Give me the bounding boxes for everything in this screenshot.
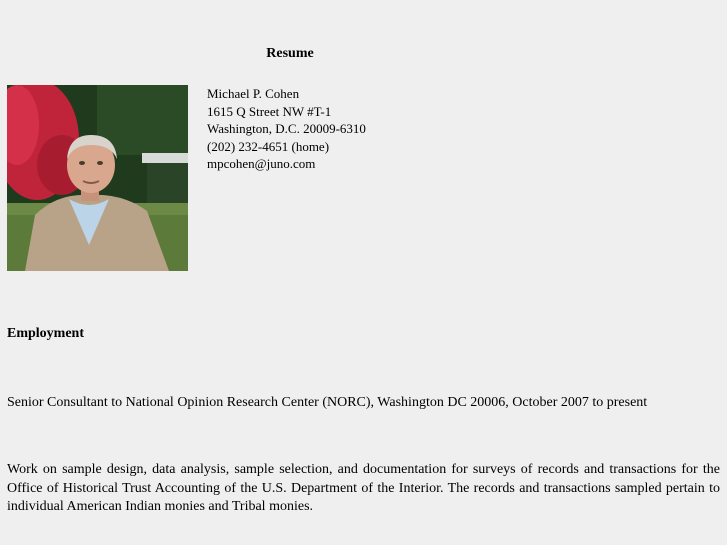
job-title: Senior Consultant to National Opinion Research Center (NORC), Washington DC 20006, October 2007 to present: [7, 395, 648, 410]
contact-block: [207, 85, 366, 173]
portrait-photo-icon: [7, 85, 188, 271]
job-description: Work on sample design, data analysis, sample selection, and documentation for surveys of records and transactions for the Office of Historical Trust Accounting of the U.S. Department of the Interior. The records and transactions sampled pertain to individual American Indian monies and Tribal monies.: [7, 462, 720, 515]
contact-city: Washington, D.C. 20009-6310: [207, 121, 366, 137]
employment-heading: Employment: [7, 326, 84, 341]
contact-phone: (202) 232-4651 (home): [207, 138, 330, 154]
contact-street: 1615 Q Street NW #T-1: [207, 103, 332, 119]
contact-email: mpcohen@juno.com: [207, 156, 316, 172]
contact-name: Michael P. Cohen: [207, 86, 300, 101]
page-title: Resume: [266, 46, 314, 61]
